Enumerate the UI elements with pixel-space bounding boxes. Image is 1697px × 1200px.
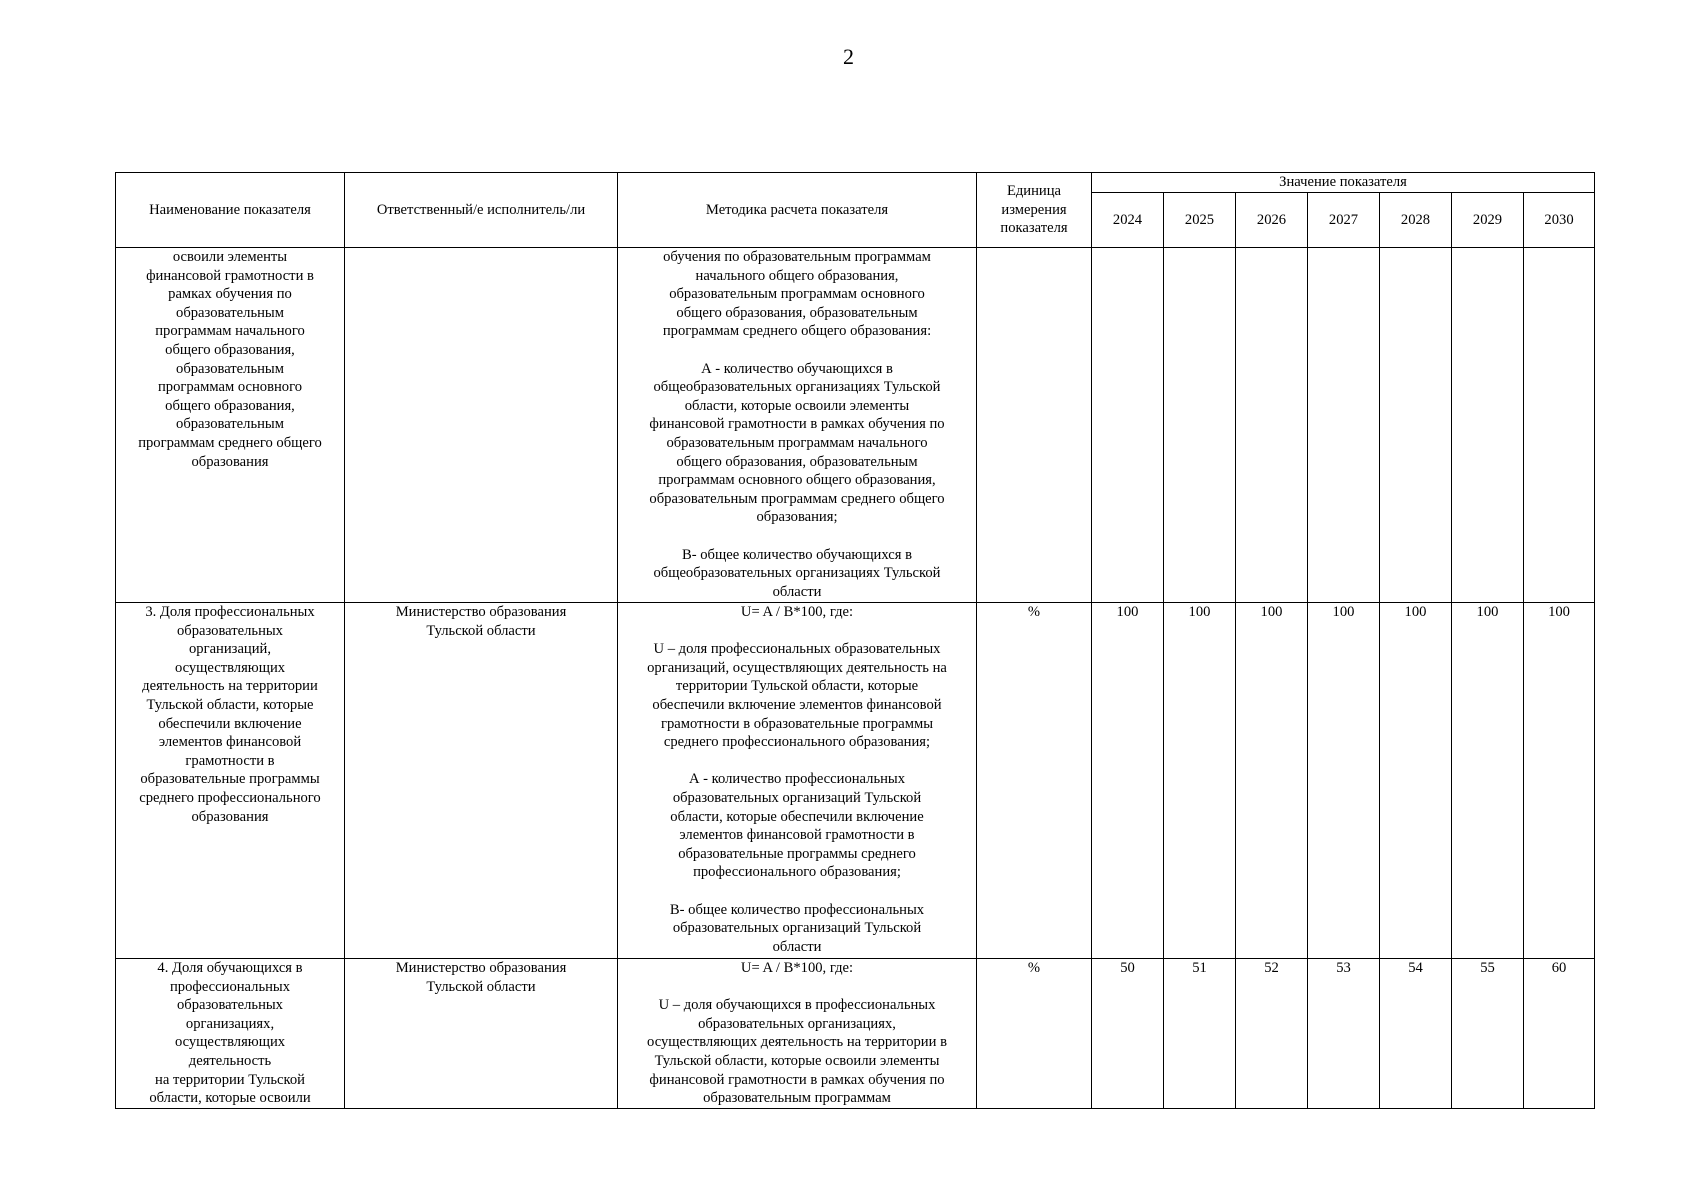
value-2026 bbox=[1236, 248, 1308, 603]
value-2028: 100 bbox=[1380, 603, 1452, 959]
header-year: 2028 bbox=[1380, 193, 1452, 248]
value-2024 bbox=[1092, 248, 1164, 603]
value-2029: 100 bbox=[1452, 603, 1524, 959]
table-row bbox=[116, 959, 1595, 1109]
value-2029: 55 bbox=[1452, 959, 1524, 1109]
value-2027: 100 bbox=[1308, 603, 1380, 959]
header-year: 2030 bbox=[1524, 193, 1595, 248]
calculation-method: U= A / B*100, где: U – доля обучающихся в профессиональных образовательных организациях, осуществляющих деятельность на территории в Тульской области, которые освоили элементы финансовой грамотности в рамках обучения по образовательным программам bbox=[618, 959, 977, 1109]
table-row bbox=[116, 248, 1595, 603]
table-row bbox=[116, 603, 1595, 959]
value-2027: 53 bbox=[1308, 959, 1380, 1109]
responsible-executor: Министерство образования Тульской области bbox=[345, 959, 618, 1109]
header-method: Методика расчета показателя bbox=[618, 173, 977, 248]
indicator-name: 4. Доля обучающихся в профессиональных образовательных организациях, осуществляющих деятельность на территории Тульской области, которые освоили bbox=[116, 959, 345, 1109]
value-2026: 100 bbox=[1236, 603, 1308, 959]
header-value-group: Значение показателя bbox=[1092, 173, 1595, 193]
value-2026: 52 bbox=[1236, 959, 1308, 1109]
responsible-executor bbox=[345, 248, 618, 603]
header-year: 2024 bbox=[1092, 193, 1164, 248]
header-year: 2027 bbox=[1308, 193, 1380, 248]
header-name: Наименование показателя bbox=[116, 173, 345, 248]
page-number: 2 bbox=[843, 44, 854, 69]
value-2030: 100 bbox=[1524, 603, 1595, 959]
responsible-executor: Министерство образования Тульской области bbox=[345, 603, 618, 959]
value-2024: 100 bbox=[1092, 603, 1164, 959]
indicators-table bbox=[115, 172, 1595, 1109]
header-year: 2029 bbox=[1452, 193, 1524, 248]
value-2024: 50 bbox=[1092, 959, 1164, 1109]
value-2027 bbox=[1308, 248, 1380, 603]
value-2025: 51 bbox=[1164, 959, 1236, 1109]
header-year: 2025 bbox=[1164, 193, 1236, 248]
header-unit: Единица измерения показателя bbox=[977, 173, 1092, 248]
value-2028: 54 bbox=[1380, 959, 1452, 1109]
unit-of-measure: % bbox=[977, 959, 1092, 1109]
value-2028 bbox=[1380, 248, 1452, 603]
header-responsible: Ответственный/е исполнитель/ли bbox=[345, 173, 618, 248]
value-2030 bbox=[1524, 248, 1595, 603]
indicator-name: освоили элементы финансовой грамотности в рамках обучения по образовательным программам начального общего образования, образовательным программам основного общего образования, образовательным программам среднего общего образования bbox=[116, 248, 345, 603]
value-2025 bbox=[1164, 248, 1236, 603]
unit-of-measure bbox=[977, 248, 1092, 603]
calculation-method: обучения по образовательным программам начального общего образования, образовательным программам основного общего образования, образовательным программам среднего общего образования: А - количество обучающихся в общеобразовательных организациях Тульской области, которые освоили элементы финансовой грамотности в рамках обучения по образовательным программам начального общего образования, образовательным программам основного общего образования, образовательным программам среднего общего образования; В- общее количество обучающихся в общеобразовательных организациях Тульской области bbox=[618, 248, 977, 603]
value-2025: 100 bbox=[1164, 603, 1236, 959]
table-header bbox=[116, 173, 1595, 248]
unit-of-measure: % bbox=[977, 603, 1092, 959]
value-2029 bbox=[1452, 248, 1524, 603]
indicator-name: 3. Доля профессиональных образовательных организаций, осуществляющих деятельность на территории Тульской области, которые обеспечили включение элементов финансовой грамотности в образовательные программы среднего профессионального образования bbox=[116, 603, 345, 959]
calculation-method: U= A / B*100, где: U – доля профессиональных образовательных организаций, осуществляющих деятельность на территории Тульской области, которые обеспечили включение элементов финансовой грамотности в образовательные программы среднего профессионального образования; А - количество профессиональных образовательных организаций Тульской области, которые обеспечили включение элементов финансовой грамотности в образовательные программы среднего профессионального образования; В- общее количество профессиональных образовательных организаций Тульской области bbox=[618, 603, 977, 959]
value-2030: 60 bbox=[1524, 959, 1595, 1109]
header-year: 2026 bbox=[1236, 193, 1308, 248]
